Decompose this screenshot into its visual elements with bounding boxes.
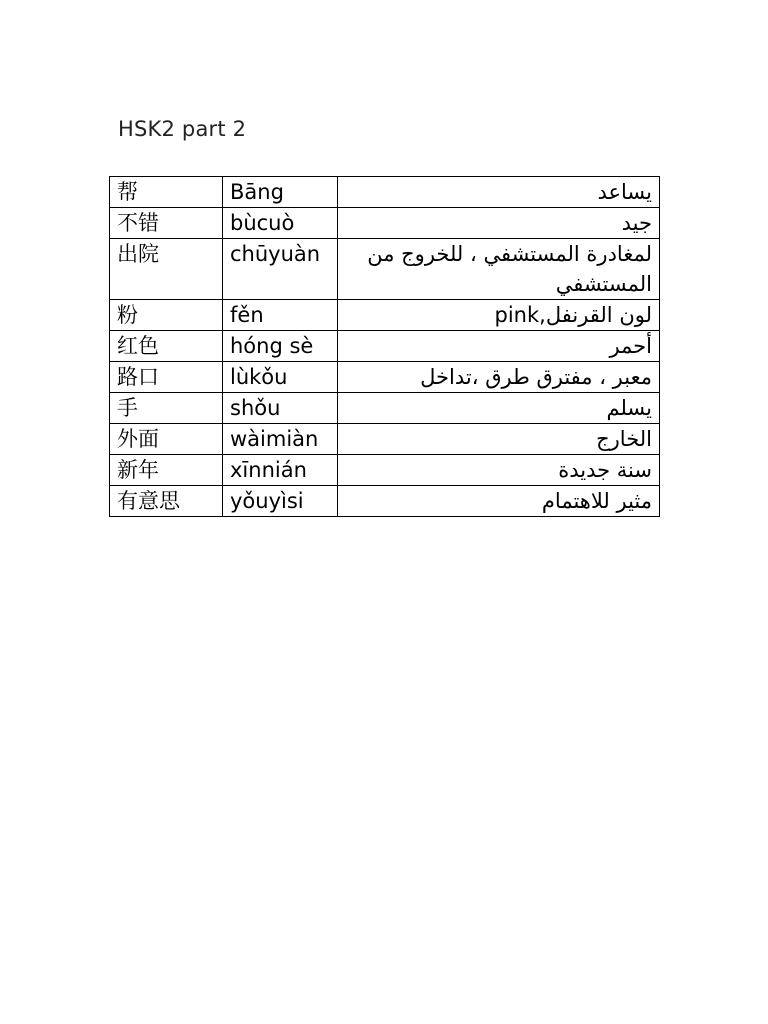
hanzi-cell: 外面 xyxy=(110,424,223,455)
table-row xyxy=(110,177,660,208)
table-row xyxy=(110,300,660,331)
hanzi-cell: 帮 xyxy=(110,177,223,208)
hanzi-cell: 出院 xyxy=(110,239,223,300)
table-row xyxy=(110,239,660,300)
meaning-cell: معبر ، مفترق طرق ،تداخل xyxy=(338,362,660,393)
table-row xyxy=(110,455,660,486)
table-row xyxy=(110,331,660,362)
table-row xyxy=(110,393,660,424)
meaning-cell: لون القرنفل,pink xyxy=(338,300,660,331)
pinyin-cell: wàimiàn xyxy=(223,424,338,455)
meaning-cell: أحمر xyxy=(338,331,660,362)
pinyin-cell: fěn xyxy=(223,300,338,331)
meaning-cell: يسلم xyxy=(338,393,660,424)
pinyin-cell: yǒuyìsi xyxy=(223,486,338,517)
pinyin-cell: bùcuò xyxy=(223,208,338,239)
page-title: HSK2 part 2 xyxy=(118,117,247,141)
meaning-cell: مثير للاهتمام xyxy=(338,486,660,517)
table-row xyxy=(110,208,660,239)
pinyin-cell: chūyuàn xyxy=(223,239,338,300)
meaning-cell: لمغادرة المستشفي ، للخروج من المستشفي xyxy=(338,239,660,300)
table-row xyxy=(110,424,660,455)
table-row xyxy=(110,362,660,393)
hanzi-cell: 有意思 xyxy=(110,486,223,517)
meaning-cell: يساعد xyxy=(338,177,660,208)
hanzi-cell: 不错 xyxy=(110,208,223,239)
hanzi-cell: 新年 xyxy=(110,455,223,486)
pinyin-cell: shǒu xyxy=(223,393,338,424)
hanzi-cell: 红色 xyxy=(110,331,223,362)
meaning-cell: الخارج xyxy=(338,424,660,455)
meaning-cell: سنة جديدة xyxy=(338,455,660,486)
hanzi-cell: 路口 xyxy=(110,362,223,393)
meaning-cell: جيد xyxy=(338,208,660,239)
hanzi-cell: 粉 xyxy=(110,300,223,331)
table-row xyxy=(110,486,660,517)
pinyin-cell: hóng sè xyxy=(223,331,338,362)
pinyin-cell: Bāng xyxy=(223,177,338,208)
pinyin-cell: lùkǒu xyxy=(223,362,338,393)
pinyin-cell: xīnnián xyxy=(223,455,338,486)
vocab-table xyxy=(109,176,660,517)
hanzi-cell: 手 xyxy=(110,393,223,424)
